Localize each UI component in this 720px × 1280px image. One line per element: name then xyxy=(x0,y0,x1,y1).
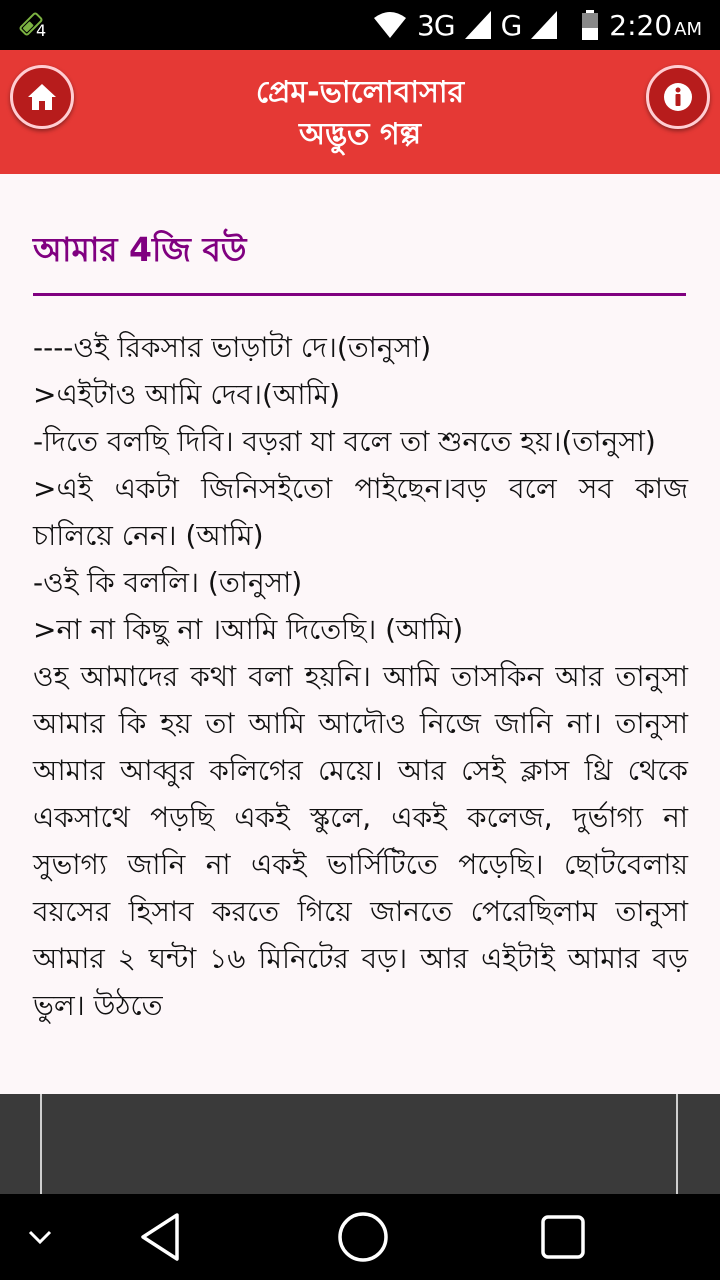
home-button[interactable] xyxy=(10,65,74,129)
network-type-2: G xyxy=(500,8,522,42)
network-type-1: 3G xyxy=(417,8,455,42)
battery-icon xyxy=(581,10,599,40)
recents-icon xyxy=(540,1214,586,1260)
title-divider xyxy=(33,293,686,296)
recents-button[interactable] xyxy=(520,1194,606,1280)
home-circle-icon xyxy=(337,1211,389,1263)
story-content[interactable] xyxy=(0,174,720,1094)
ad-frame xyxy=(40,1094,678,1194)
wifi-icon xyxy=(373,10,407,40)
story-paragraph: >এইটাও আমি দেব।(আমি) xyxy=(33,378,341,411)
hide-nav-button[interactable] xyxy=(10,1194,70,1280)
signal-icon-1 xyxy=(465,11,491,39)
ad-banner-area[interactable] xyxy=(0,1094,720,1194)
clock xyxy=(609,9,702,42)
notification-badge: 4 xyxy=(36,21,47,40)
app-title-line1: প্রেম-ভালোবাসার xyxy=(255,75,465,110)
clock-ampm: AM xyxy=(674,18,702,40)
app-title xyxy=(120,72,600,156)
signal-icon-2 xyxy=(531,11,557,39)
battery-saver-notification-icon xyxy=(18,9,50,41)
story-paragraph: >এই একটা জিনিসইতো পাইছেন।বড় বলে সব কাজ চালিয়ে নেন। (আমি) xyxy=(33,472,688,552)
back-button[interactable] xyxy=(120,1194,200,1280)
story-title: আমার 4জি বউ xyxy=(33,230,247,269)
status-icons xyxy=(373,0,702,50)
info-icon xyxy=(663,82,693,112)
back-icon xyxy=(137,1211,183,1263)
app-bar xyxy=(0,50,720,174)
app-title-line2: অদ্ভুত গল্প xyxy=(298,117,422,152)
status-bar xyxy=(0,0,720,50)
story-paragraph: -দিতে বলছি দিবি। বড়রা যা বলে তা শুনতে হয়।(তানুসা) xyxy=(33,425,656,458)
story-paragraph: ----ওই রিকসার ভাড়াটা দে।(তানুসা) xyxy=(33,331,432,364)
story-body xyxy=(33,324,688,1029)
info-button[interactable] xyxy=(646,65,710,129)
navigation-bar xyxy=(0,1194,720,1280)
story-paragraph: ওহ আমাদের কথা বলা হয়নি। আমি তাসকিন আর তানুসা আমার কি হয় তা আমি আদৌও নিজে জানি না। তানুসা আমার আব্বুর কলিগের মেয়ে। আর সেই ক্লাস থ্রি থেকে একসাথে পড়ছি একই স্কুলে, একই কলেজ, দুর্ভাগ্য না সুভাগ্য জানি না একই ভার্সিটিতে পড়েছি। ছোটবেলায় বয়সের হিসাব করতে গিয়ে জানতে পেরেছিলাম তানুসা আমার ২ ঘন্টা ১৬ মিনিটের বড়। আর এইটাই আমার বড় ভুল। উঠতে xyxy=(33,660,688,1022)
clock-time: 2:20 xyxy=(609,8,673,42)
chevron-down-icon xyxy=(26,1227,54,1247)
home-icon xyxy=(26,82,58,112)
story-paragraph: >না না কিছু না ।আমি দিতেছি। (আমি) xyxy=(33,613,464,646)
story-paragraph: -ওই কি বললি। (তানুসা) xyxy=(33,566,303,599)
home-nav-button[interactable] xyxy=(320,1194,406,1280)
